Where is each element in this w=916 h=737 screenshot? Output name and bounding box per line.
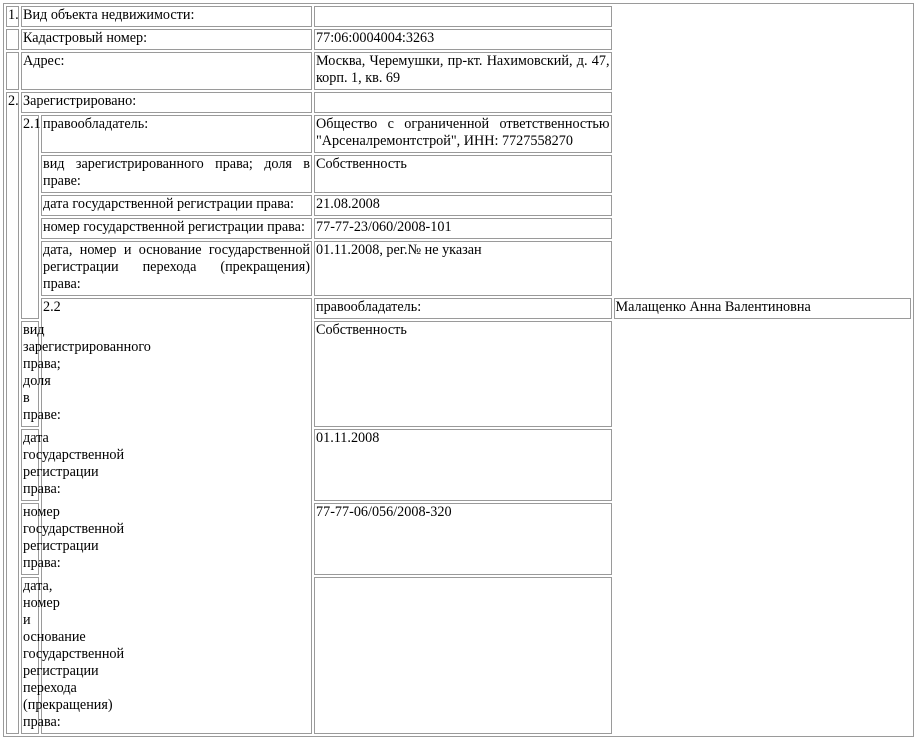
transfer-value: 01.11.2008, рег.№ не указан — [314, 241, 612, 296]
object-type-label: Вид объекта недвижимости: — [21, 6, 312, 27]
transfer-label: дата, номер и основание государственной регистрации перехода (прекращения) права: — [21, 577, 39, 734]
reg-number-label: номер государственной регистрации права: — [21, 503, 39, 575]
cadastral-row — [6, 29, 911, 50]
right-type-label: вид зарегистрированного права; доля в праве: — [21, 321, 39, 427]
reg-date-value: 21.08.2008 — [314, 195, 612, 216]
right-type-label: вид зарегистрированного права; доля в праве: — [41, 155, 312, 193]
cadastral-value: 77:06:0004004:3263 — [314, 29, 612, 50]
row-number: 2. — [6, 92, 19, 734]
row-number: 1. — [6, 6, 19, 27]
cadastral-label: Кадастровый номер: — [21, 29, 312, 50]
address-row — [6, 52, 911, 90]
reg-number-value: 77-77-23/060/2008-101 — [314, 218, 612, 239]
holder-number: 2.2 — [41, 298, 312, 734]
registered-value — [314, 92, 612, 113]
object-type-row — [6, 6, 911, 27]
row-number-empty — [6, 52, 19, 90]
reg-date-row — [6, 195, 911, 216]
address-value: Москва, Черемушки, пр-кт. Нахимовский, д. 47, корп. 1, кв. 69 — [314, 52, 612, 90]
right-type-value: Собственность — [314, 155, 612, 193]
holder-label: правообладатель: — [41, 115, 312, 153]
reg-date-label: дата государственной регистрации права: — [21, 429, 39, 501]
holder-row — [6, 298, 911, 319]
transfer-label: дата, номер и основание государственной регистрации перехода (прекращения) права: — [41, 241, 312, 296]
address-label: Адрес: — [21, 52, 312, 90]
registered-row — [6, 92, 911, 113]
registered-label: Зарегистрировано: — [21, 92, 312, 113]
transfer-value — [314, 577, 612, 734]
holder-row — [6, 115, 911, 153]
row-number-empty — [6, 29, 19, 50]
holder-value: Малащенко Анна Валентиновна — [614, 298, 912, 319]
holder-label: правообладатель: — [314, 298, 612, 319]
reg-date-value: 01.11.2008 — [314, 429, 612, 501]
right-type-value: Собственность — [314, 321, 612, 427]
right-type-row — [6, 155, 911, 193]
holder-value: Общество с ограниченной ответственностью "Арсеналремонтстрой", ИНН: 7727558270 — [314, 115, 612, 153]
reg-number-row — [6, 218, 911, 239]
reg-date-label: дата государственной регистрации права: — [41, 195, 312, 216]
reg-number-label: номер государственной регистрации права: — [41, 218, 312, 239]
transfer-row — [6, 241, 911, 296]
reg-number-value: 77-77-06/056/2008-320 — [314, 503, 612, 575]
registry-extract-table — [3, 3, 914, 737]
object-type-value — [314, 6, 612, 27]
holder-number: 2.1 — [21, 115, 39, 319]
